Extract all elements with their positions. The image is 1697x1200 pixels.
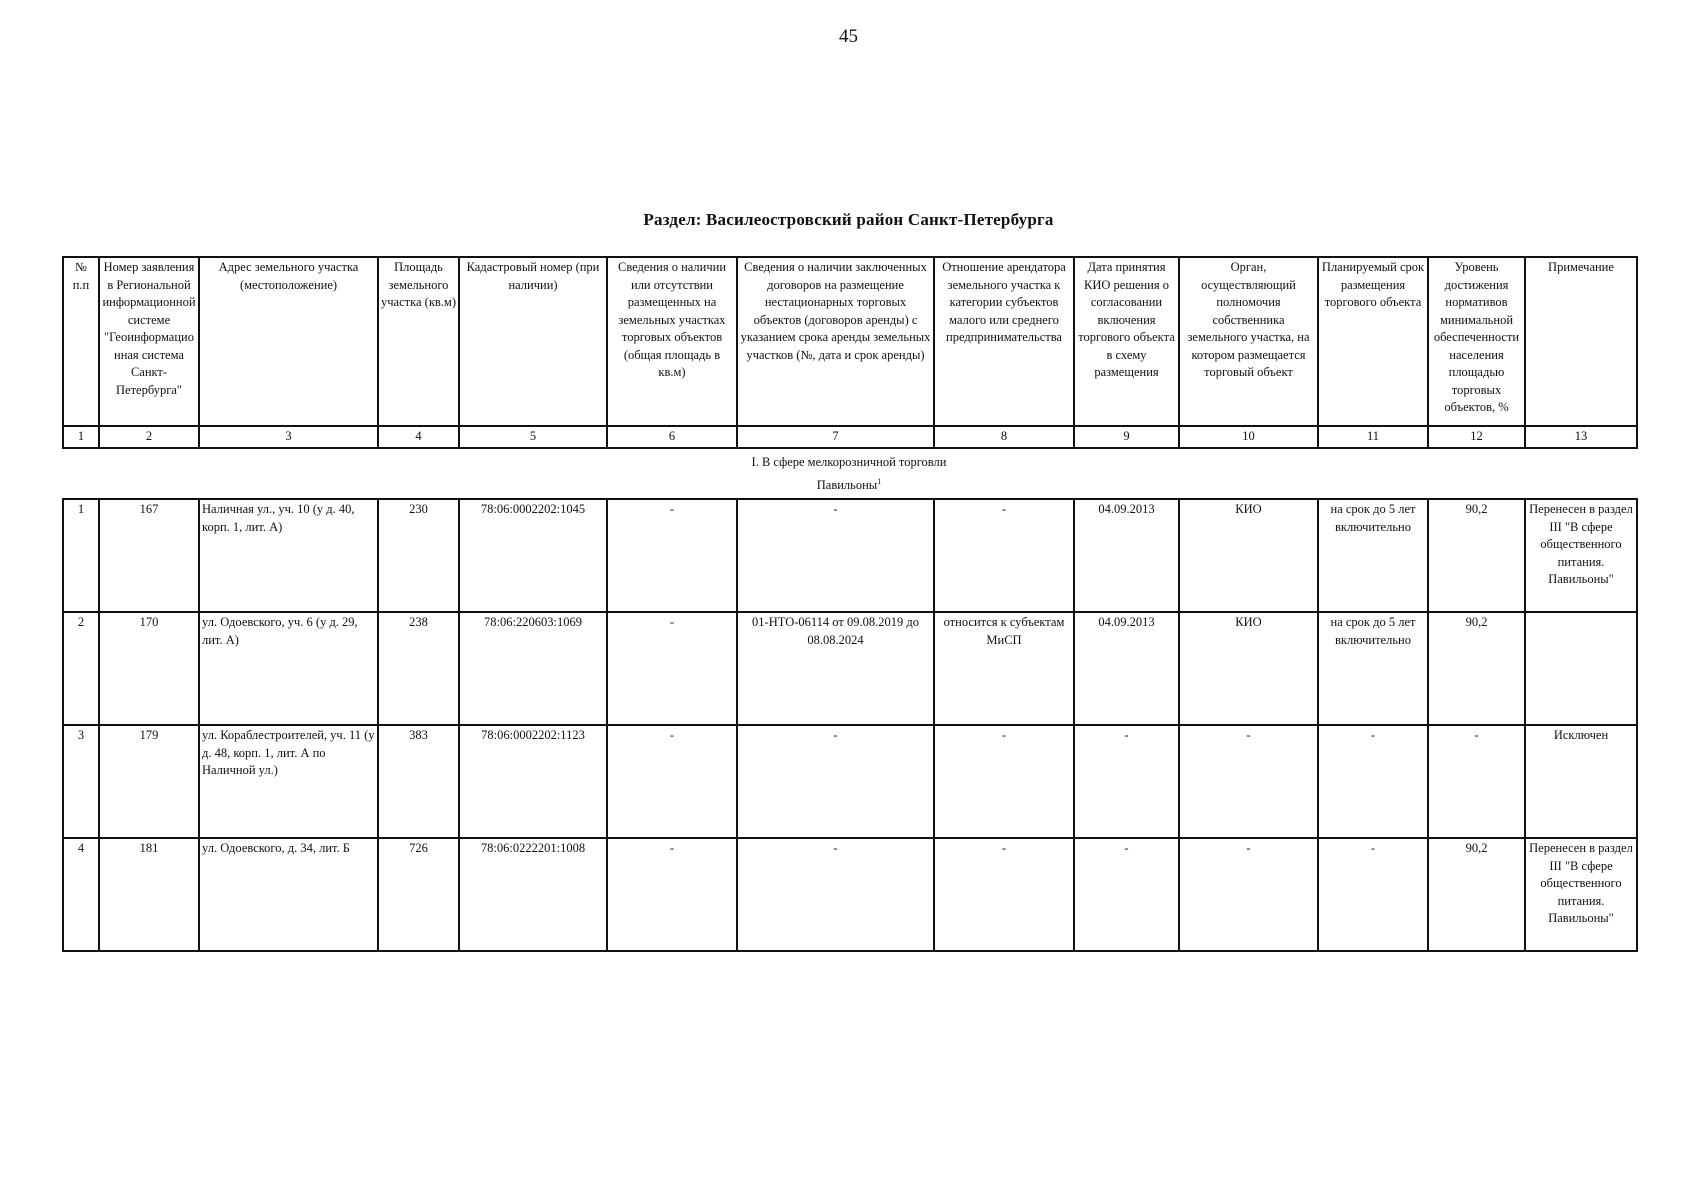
column-number: 10	[1179, 426, 1318, 448]
subsection-title: I. В сфере мелкорозничной торговли	[751, 455, 947, 469]
column-number: 4	[378, 426, 459, 448]
column-header: Кадастровый номер (при наличии)	[459, 257, 607, 426]
category-label: Павильоны	[816, 478, 878, 493]
table-cell: -	[1318, 838, 1428, 951]
column-header: Планируемый срок размещения торгового объекта	[1318, 257, 1428, 426]
column-number: 2	[99, 426, 199, 448]
table-cell: 04.09.2013	[1074, 499, 1179, 612]
column-header: № п.п	[63, 257, 99, 426]
table-cell: -	[1074, 838, 1179, 951]
column-header: Орган, осуществляющий полномочия собственника земельного участка, на котором размещается торговый объект	[1179, 257, 1318, 426]
column-number: 13	[1525, 426, 1637, 448]
table-cell: 78:06:0002202:1045	[459, 499, 607, 612]
category-title	[62, 477, 1636, 493]
column-number: 11	[1318, 426, 1428, 448]
column-number: 9	[1074, 426, 1179, 448]
table-cell: -	[737, 838, 934, 951]
table-cell: 90,2	[1428, 838, 1525, 951]
column-number: 6	[607, 426, 737, 448]
table-cell: -	[607, 612, 737, 725]
table-cell: 3	[63, 725, 99, 838]
table-cell: 238	[378, 612, 459, 725]
table-cell: 01-НТО-06114 от 09.08.2019 до 08.08.2024	[737, 612, 934, 725]
table-cell: Перенесен в раздел III "В сфере общественного питания. Павильоны"	[1525, 499, 1637, 612]
table-cell: Перенесен в раздел III "В сфере общественного питания. Павильоны"	[1525, 838, 1637, 951]
table-row	[63, 612, 1637, 725]
column-header: Отношение арендатора земельного участка к категории субъектов малого или среднего предпринимательства	[934, 257, 1074, 426]
table-cell: -	[607, 499, 737, 612]
table-cell: 2	[63, 612, 99, 725]
column-header: Сведения о наличии заключенных договоров на размещение нестационарных торговых объектов (договоров аренды) с указанием срока аренды земельных участков (№, дата и срок аренды)	[737, 257, 934, 426]
table-cell: 181	[99, 838, 199, 951]
table-cell: Наличная ул., уч. 10 (у д. 40, корп. 1, лит. А)	[199, 499, 378, 612]
table-cell: 90,2	[1428, 499, 1525, 612]
table-cell: -	[934, 499, 1074, 612]
table-row	[63, 725, 1637, 838]
column-header: Номер заявления в Региональной информационной системе "Геоинформационная система Санкт-Петербурга"	[99, 257, 199, 426]
table-cell: 167	[99, 499, 199, 612]
column-header: Адрес земельного участка (местоположение)	[199, 257, 378, 426]
table-cell: относится к субъектам МиСП	[934, 612, 1074, 725]
column-header-row	[63, 257, 1637, 426]
page-number: 45	[839, 26, 858, 47]
table-cell: 170	[99, 612, 199, 725]
table-cell: ул. Одоевского, уч. 6 (у д. 29, лит. А)	[199, 612, 378, 725]
table-cell: -	[1318, 725, 1428, 838]
table-cell: 179	[99, 725, 199, 838]
table-cell: ул. Кораблестроителей, уч. 11 (у д. 48, корп. 1, лит. А по Наличной ул.)	[199, 725, 378, 838]
table-row	[63, 838, 1637, 951]
table-cell: -	[737, 499, 934, 612]
column-number-row	[63, 426, 1637, 448]
column-header: Дата принятия КИО решения о согласовании включения торгового объекта в схему размещения	[1074, 257, 1179, 426]
table-cell: 4	[63, 838, 99, 951]
table-cell: Исключен	[1525, 725, 1637, 838]
column-number: 8	[934, 426, 1074, 448]
table-cell: 230	[378, 499, 459, 612]
table-cell: 383	[378, 725, 459, 838]
column-number: 3	[199, 426, 378, 448]
table-cell: 78:06:0002202:1123	[459, 725, 607, 838]
section-title: Раздел: Василеостровский район Санкт-Петербурга	[643, 210, 1054, 229]
table-cell: 90,2	[1428, 612, 1525, 725]
table-cell: -	[1074, 725, 1179, 838]
table-cell: -	[934, 725, 1074, 838]
table-cell: 78:06:220603:1069	[459, 612, 607, 725]
table-cell: -	[934, 838, 1074, 951]
table-cell: -	[607, 838, 737, 951]
table-cell: -	[607, 725, 737, 838]
category-footnote: 1	[877, 477, 882, 486]
table-cell	[1525, 612, 1637, 725]
table-cell: 1	[63, 499, 99, 612]
column-header: Уровень достижения нормативов минимальной обеспеченности населения площадью торговых объектов, %	[1428, 257, 1525, 426]
column-header: Примечание	[1525, 257, 1637, 426]
table-cell: КИО	[1179, 612, 1318, 725]
data-table	[62, 498, 1638, 952]
table-cell: КИО	[1179, 499, 1318, 612]
table-row	[63, 499, 1637, 612]
column-number: 1	[63, 426, 99, 448]
table-cell: -	[1179, 838, 1318, 951]
column-number: 12	[1428, 426, 1525, 448]
table-cell: 04.09.2013	[1074, 612, 1179, 725]
column-header: Сведения о наличии или отсутствии размещенных на земельных участках торговых объектов (общая площадь в кв.м)	[607, 257, 737, 426]
table-cell: на срок до 5 лет включительно	[1318, 612, 1428, 725]
table-cell: 78:06:0222201:1008	[459, 838, 607, 951]
header-table	[62, 256, 1638, 449]
column-number: 5	[459, 426, 607, 448]
column-number: 7	[737, 426, 934, 448]
table-cell: 726	[378, 838, 459, 951]
column-header: Площадь земельного участка (кв.м)	[378, 257, 459, 426]
table-cell: -	[737, 725, 934, 838]
table-cell: -	[1428, 725, 1525, 838]
table-cell: на срок до 5 лет включительно	[1318, 499, 1428, 612]
table-cell: -	[1179, 725, 1318, 838]
table-cell: ул. Одоевского, д. 34, лит. Б	[199, 838, 378, 951]
